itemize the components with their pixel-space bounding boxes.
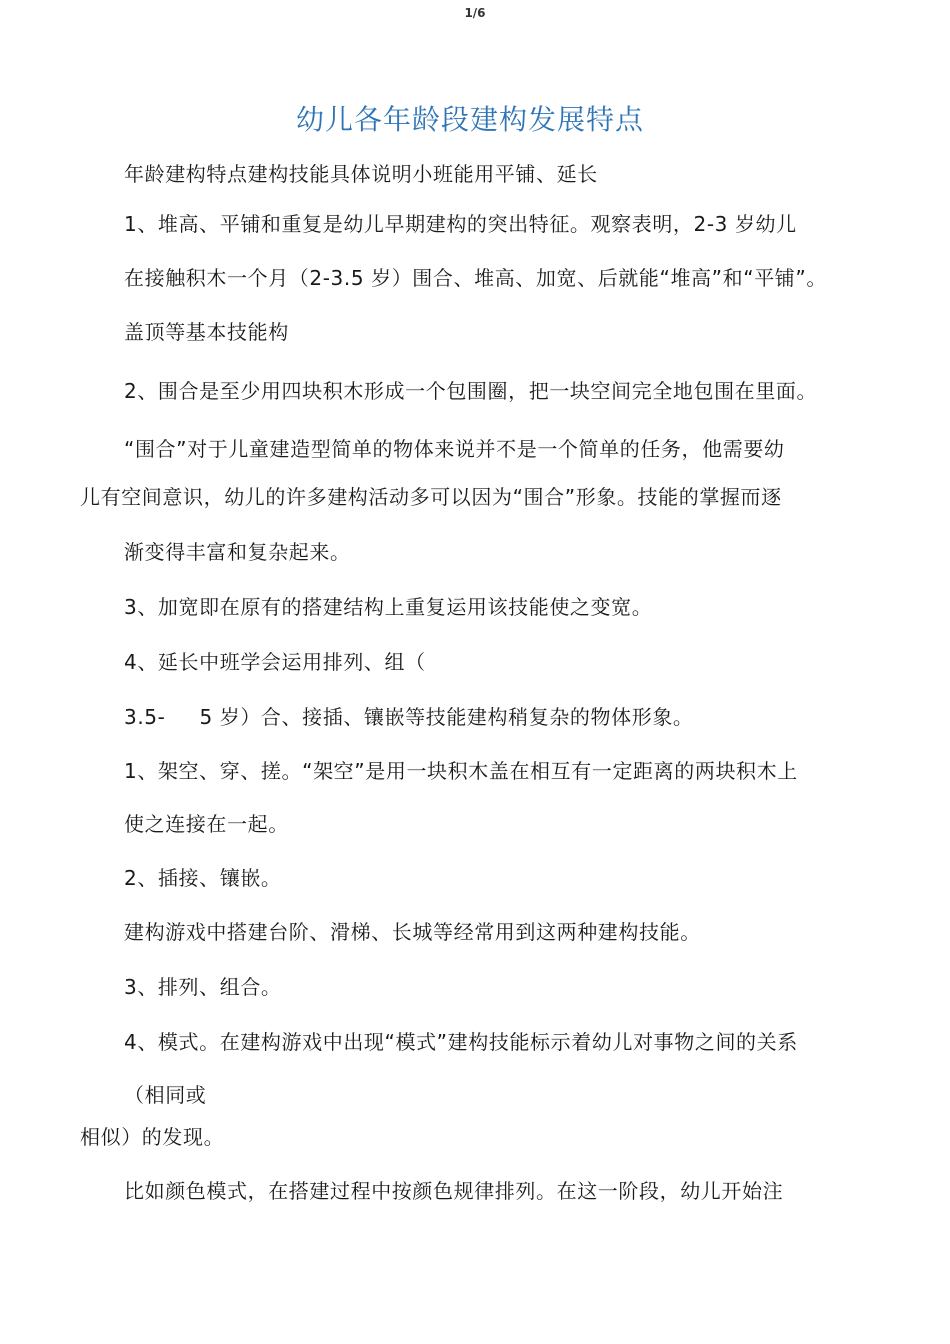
text-line: 3、加宽即在原有的搭建结构上重复运用该技能使之变宽。 [124, 595, 653, 619]
text-line: 在接触积木一个月（2-3.5 岁）围合、堆高、加宽、后就能“堆高”和“平铺”。 [124, 266, 827, 290]
text-line: 3、排列、组合。 [124, 975, 282, 999]
text-line: （相同或 [124, 1083, 207, 1107]
page-title: 幼儿各年龄段建构发展特点 [295, 103, 644, 136]
text-line [124, 703, 694, 731]
page-number: 1/6 [464, 6, 486, 20]
text-line: 年龄建构特点建构技能具体说明小班能用平铺、延长 [124, 162, 598, 186]
text-line: 盖顶等基本技能构 [124, 320, 289, 344]
text-line: 2、插接、镶嵌。 [124, 866, 282, 890]
text-line: 1、架空、穿、搓。“架空”是用一块积木盖在相互有一定距离的两块积木上 [124, 759, 798, 783]
text-line: 渐变得丰富和复杂起来。 [124, 540, 351, 564]
text-line: 使之连接在一起。 [124, 812, 289, 836]
text-line: 比如颜色模式，在搭建过程中按颜色规律排列。在这一阶段，幼儿开始注 [124, 1179, 784, 1203]
text-line: 2、围合是至少用四块积木形成一个包围圈，把一块空间完全地包围在里面。 [124, 379, 818, 403]
text-line: 4、延长中班学会运用排列、组（ [124, 650, 426, 674]
text-line: 建构游戏中搭建台阶、滑梯、长城等经常用到这两种建构技能。 [124, 920, 701, 944]
text-line: 相似）的发现。 [80, 1125, 225, 1149]
text-line: “围合”对于儿童建造型简单的物体来说并不是一个简单的任务，他需要幼 [124, 437, 785, 461]
text-line: 4、模式。在建构游戏中出现“模式”建构技能标示着幼儿对事物之间的关系 [124, 1030, 798, 1054]
text-fragment: 3.5- [124, 705, 166, 729]
text-line: 儿有空间意识，幼儿的许多建构活动多可以因为“围合”形象。技能的掌握而逐 [80, 485, 782, 509]
text-fragment: 5 岁）合、接插、镶嵌等技能建构稍复杂的物体形象。 [199, 705, 694, 729]
text-line: 1、堆高、平铺和重复是幼儿早期建构的突出特征。观察表明，2-3 岁幼儿 [124, 212, 797, 236]
